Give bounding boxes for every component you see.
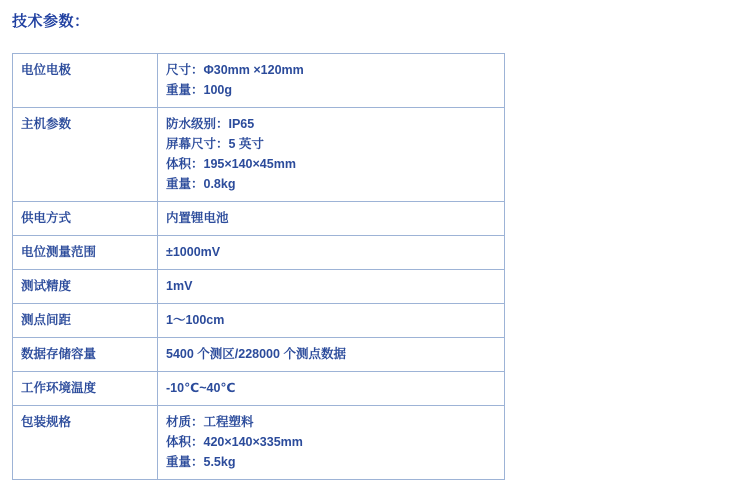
value-line: 尺寸：Φ30mm ×120mm [166, 63, 304, 77]
value-line: 防水级别：IP65 [166, 117, 255, 131]
row-value [158, 406, 505, 480]
table-row [13, 202, 505, 236]
value-line: 内置锂电池 [166, 211, 229, 225]
row-label: 测点间距 [13, 304, 158, 338]
table-row [13, 372, 505, 406]
value-line: 体积：420×140×335mm [166, 435, 303, 449]
value-line: 重量：100g [166, 83, 232, 97]
value-line: 1～100cm [166, 313, 225, 327]
table-row [13, 304, 505, 338]
technical-specifications-table [12, 53, 505, 480]
value-line: 屏幕尺寸：5 英寸 [166, 137, 264, 151]
row-value [158, 270, 505, 304]
value-line: -10℃~40℃ [166, 381, 236, 395]
table-body [13, 54, 505, 480]
value-line: ±1000mV [166, 245, 221, 259]
table-row [13, 236, 505, 270]
value-line: 1mV [166, 279, 193, 293]
row-label: 工作环境温度 [13, 372, 158, 406]
value-line: 体积：195×140×45mm [166, 157, 296, 171]
row-label: 测试精度 [13, 270, 158, 304]
table-row [13, 338, 505, 372]
value-line: 重量：0.8kg [166, 177, 236, 191]
table-row [13, 54, 505, 108]
row-label: 包装规格 [13, 406, 158, 480]
value-line: 材质：工程塑料 [166, 415, 254, 429]
row-label: 数据存储容量 [13, 338, 158, 372]
row-value [158, 304, 505, 338]
row-label: 电位测量范围 [13, 236, 158, 270]
row-label: 主机参数 [13, 108, 158, 202]
row-value [158, 54, 505, 108]
table-row [13, 406, 505, 480]
row-value [158, 372, 505, 406]
table-row [13, 270, 505, 304]
row-label: 电位电极 [13, 54, 158, 108]
table-row [13, 108, 505, 202]
row-value [158, 202, 505, 236]
row-value [158, 236, 505, 270]
page-title: 技术参数： [12, 13, 90, 30]
row-value [158, 338, 505, 372]
row-label: 供电方式 [13, 202, 158, 236]
value-line: 重量：5.5kg [166, 455, 236, 469]
value-line: 5400 个测区/228000 个测点数据 [166, 347, 346, 361]
row-value [158, 108, 505, 202]
